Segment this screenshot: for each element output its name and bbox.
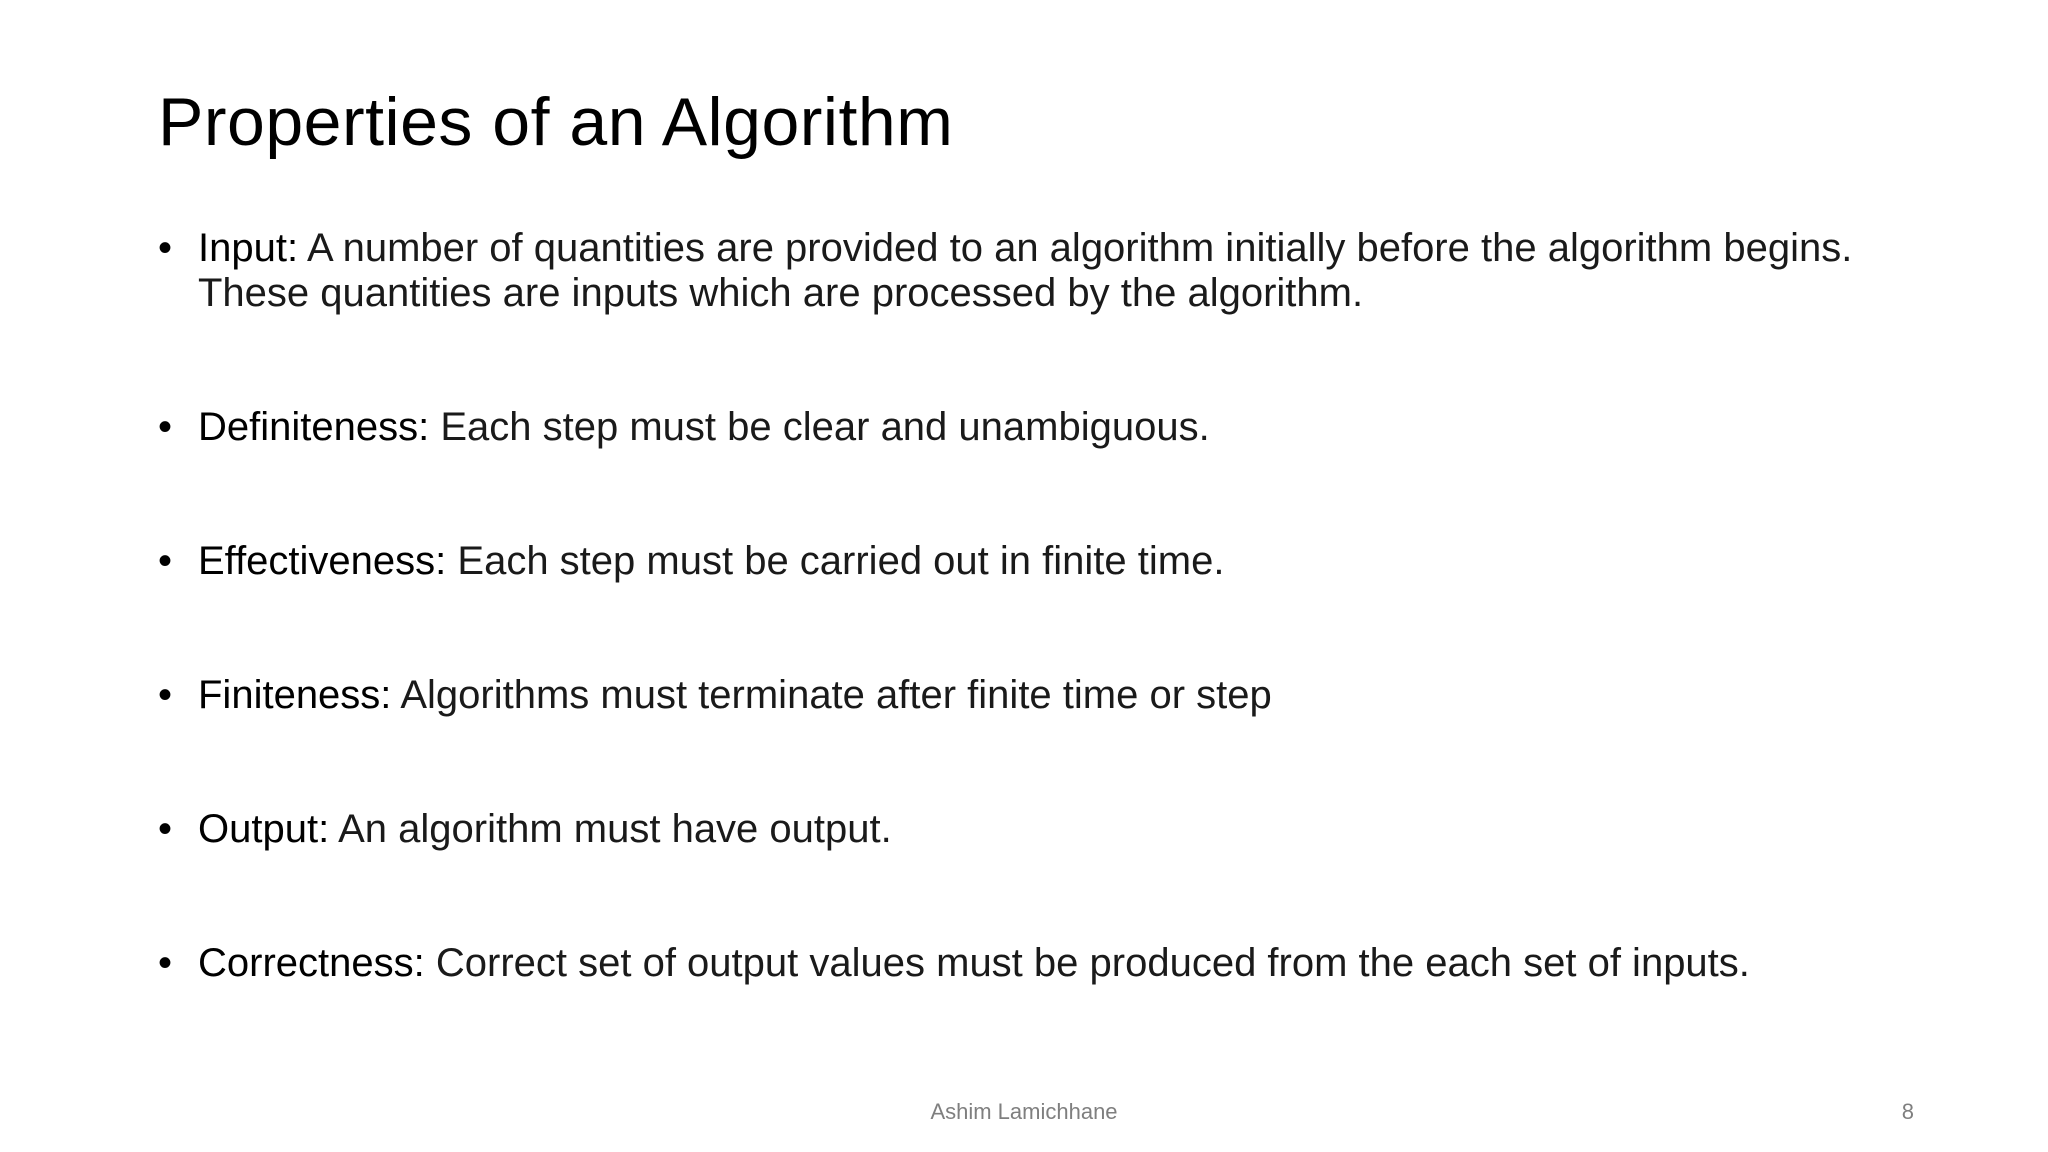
- bullet-output: [158, 807, 1898, 852]
- bullet-definiteness: [158, 405, 1898, 450]
- bullet-term: Effectiveness:: [198, 539, 447, 583]
- footer-author: Ashim Lamichhane: [930, 1099, 1118, 1124]
- bullet-dot: •: [158, 673, 173, 717]
- bullet-description: Correct set of output values must be produced from the each set of inputs.: [424, 941, 1750, 985]
- bullet-input: [158, 226, 1898, 316]
- bullet-term: Correctness:: [198, 941, 425, 985]
- bullet-term: Output:: [198, 807, 330, 851]
- bullet-description: A number of quantities are provided to an algorithm initially before the algorithm begins. These quantities are inputs which are processed by the algorithm.: [198, 226, 1853, 315]
- bullet-dot: •: [158, 807, 173, 851]
- bullet-description: An algorithm must have output.: [329, 807, 892, 851]
- bullet-term: Definiteness:: [198, 405, 430, 449]
- bullet-description: Each step must be clear and unambiguous.: [429, 405, 1210, 449]
- bullet-dot: •: [158, 405, 173, 449]
- bullet-dot: •: [158, 226, 173, 270]
- bullet-term: Input:: [198, 226, 299, 270]
- bullet-correctness: [158, 941, 1898, 986]
- bullet-term: Finiteness:: [198, 673, 392, 717]
- bullet-finiteness: [158, 673, 1898, 718]
- slide-page-number: 8: [1901, 1099, 1914, 1124]
- bullet-dot: •: [158, 941, 173, 985]
- bullet-list: [158, 226, 1898, 986]
- slide-title: Properties of an Algorithm: [158, 84, 954, 160]
- bullet-dot: •: [158, 539, 173, 583]
- bullet-effectiveness: [158, 539, 1898, 584]
- bullet-description: Algorithms must terminate after finite time or step: [391, 673, 1272, 717]
- bullet-description: Each step must be carried out in finite time.: [446, 539, 1225, 583]
